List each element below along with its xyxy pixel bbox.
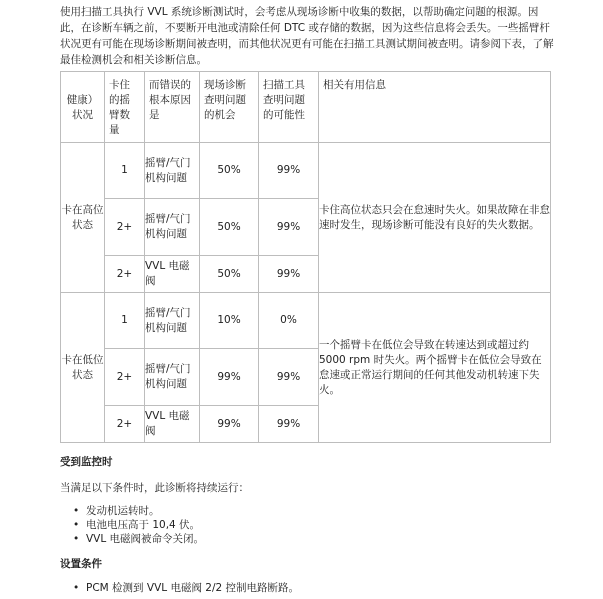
- table-row: [61, 143, 551, 199]
- field-chance-cell: 99%: [200, 406, 259, 443]
- status-cell: 卡在低位状态: [61, 293, 105, 443]
- count-cell: 2+: [105, 199, 145, 256]
- setting-title: 设置条件: [60, 558, 102, 570]
- intro-paragraph: 使用扫描工具执行 VVL 系统诊断测试时，会考虑从现场诊断中收集的数据，以帮助确定问题的根源。因此，在诊断车辆之前，不要断开电池或清除任何 DTC 或存储的数据，因为这些信息将会丢失。一些摇臂杆状况更有可能在现场诊断期间被查明，而其他状况更有可能在扫描工具测试期间被查明。请参阅下表，了解最佳检测机会和相关诊断信息。: [60, 6, 554, 66]
- field-chance-cell: 50%: [200, 199, 259, 256]
- header-field-chance: 现场诊断查明问题的机会: [200, 72, 259, 143]
- header-status: 健康）状况: [61, 72, 105, 143]
- field-chance-cell: 50%: [200, 256, 259, 293]
- cause-cell: VVL 电磁阀: [145, 256, 200, 293]
- info-cell: 一个摇臂卡在低位会导致在转速达到或超过约 5000 rpm 时失火。两个摇臂卡在低位会导致在怠速或正常运行期间的任何其他发动机转速下失火。: [319, 293, 551, 443]
- scan-chance-cell: 99%: [259, 199, 319, 256]
- count-cell: 1: [105, 293, 145, 349]
- scan-chance-cell: 99%: [259, 256, 319, 293]
- monitored-text: 当满足以下条件时，此诊断将持续运行：: [60, 482, 249, 494]
- scan-chance-cell: 0%: [259, 293, 319, 349]
- header-cause: 而错误的根本原因是: [145, 72, 200, 143]
- cause-cell: 摇臂/气门机构问题: [145, 349, 200, 406]
- count-cell: 2+: [105, 349, 145, 406]
- monitored-list: [60, 504, 204, 546]
- cause-cell: 摇臂/气门机构问题: [145, 199, 200, 256]
- scan-chance-cell: 99%: [259, 143, 319, 199]
- field-chance-cell: 99%: [200, 349, 259, 406]
- count-cell: 2+: [105, 406, 145, 443]
- header-count: 卡住的摇臂数量: [105, 72, 145, 143]
- setting-list: [60, 581, 299, 595]
- scan-chance-cell: 99%: [259, 406, 319, 443]
- list-item: • 发动机运转时。: [86, 504, 204, 518]
- field-chance-cell: 10%: [200, 293, 259, 349]
- list-item: • VVL 电磁阀被命令关闭。: [86, 532, 204, 546]
- header-scan-chance: 扫描工具查明问题的可能性: [259, 72, 319, 143]
- count-cell: 2+: [105, 256, 145, 293]
- header-info: 相关有用信息: [319, 72, 551, 143]
- cause-cell: VVL 电磁阀: [145, 406, 200, 443]
- field-chance-cell: 50%: [200, 143, 259, 199]
- status-cell: 卡在高位状态: [61, 143, 105, 293]
- scan-chance-cell: 99%: [259, 349, 319, 406]
- count-cell: 1: [105, 143, 145, 199]
- list-item: • 电池电压高于 10,4 伏。: [86, 518, 204, 532]
- cause-cell: 摇臂/气门机构问题: [145, 143, 200, 199]
- table-row: [61, 293, 551, 349]
- diagnostic-table: [60, 71, 551, 443]
- info-cell: 卡住高位状态只会在怠速时失火。如果故障在非怠速时发生，现场诊断可能没有良好的失火数据。: [319, 143, 551, 293]
- list-item: • PCM 检测到 VVL 电磁阀 2/2 控制电路断路。: [86, 581, 299, 595]
- cause-cell: 摇臂/气门机构问题: [145, 293, 200, 349]
- monitored-title: 受到监控时: [60, 456, 113, 468]
